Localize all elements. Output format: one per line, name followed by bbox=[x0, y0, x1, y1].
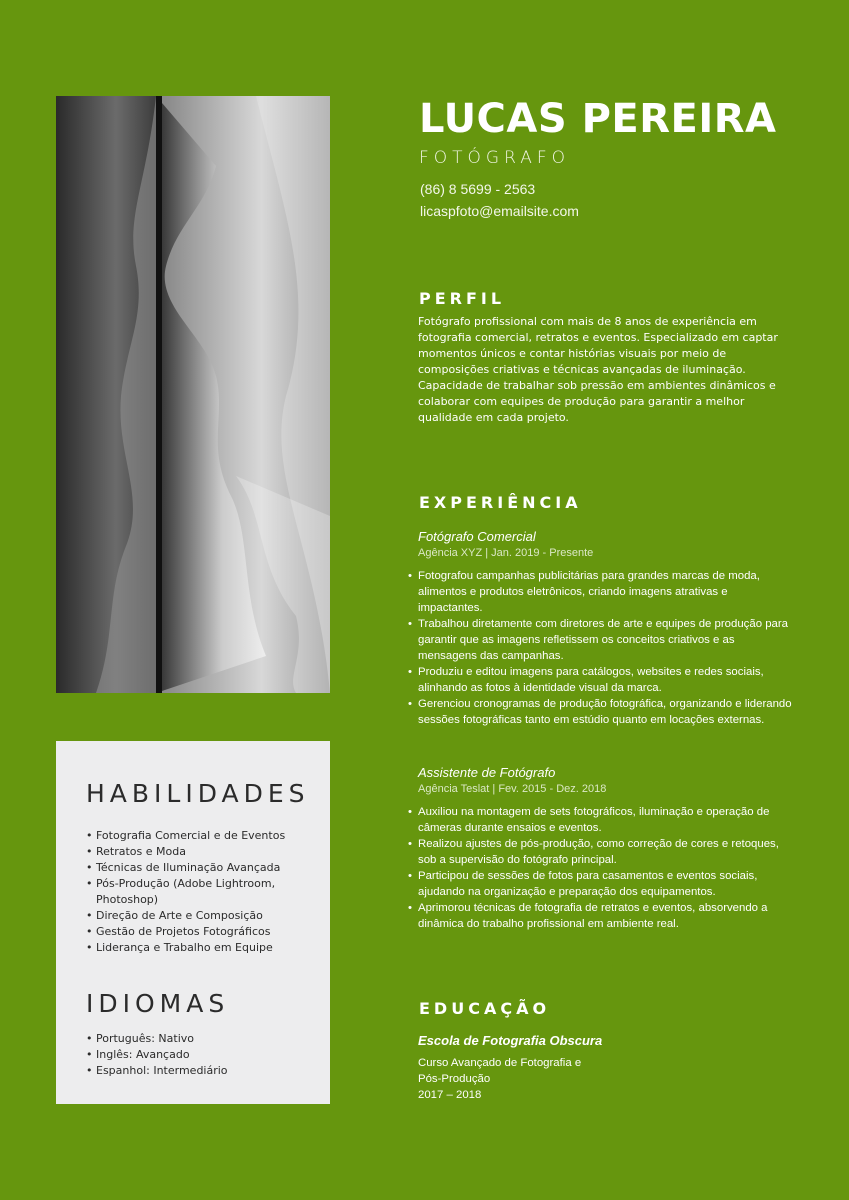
list-item: • Liderança e Trabalho em Equipe bbox=[86, 940, 310, 956]
education-course: Curso Avançado de Fotografia e bbox=[418, 1057, 582, 1069]
experience-heading: EXPERIÊNCIA bbox=[419, 493, 582, 512]
education-school: Escola de Fotografia Obscura bbox=[418, 1033, 603, 1048]
profile-photo bbox=[56, 96, 330, 693]
list-item: • Português: Nativo bbox=[86, 1031, 310, 1047]
list-item: • Técnicas de Iluminação Avançada bbox=[86, 860, 310, 876]
list-item: • Gestão de Projetos Fotográficos bbox=[86, 924, 310, 940]
skills-panel bbox=[56, 741, 330, 1104]
person-name: LUCAS PEREIRA bbox=[419, 96, 777, 142]
job-title: Assistente de Fotógrafo bbox=[418, 765, 556, 780]
profile-text: Fotógrafo profissional com mais de 8 anos de experiência em fotografia comercial, retratos e eventos. Especializado em captar momentos únicos e contar histórias visuais por meio de composições criativas e técnicas avançadas de iluminação. Capacidade de trabalhar sob pressão em ambientes dinâmicos e colaborar com equipes de produção para garantir a melhor qualidade em cada projeto. bbox=[418, 315, 778, 424]
profile-heading: PERFIL bbox=[419, 289, 506, 308]
job-title: Fotógrafo Comercial bbox=[418, 529, 536, 544]
list-item: • Fotografou campanhas publicitárias para grandes marcas de moda, alimentos e produtos eletrônicos, criando imagens atrativas e impactantes. bbox=[408, 568, 792, 616]
job-duties-list bbox=[408, 568, 792, 728]
email-address[interactable]: licaspfoto@emailsite.com bbox=[420, 203, 579, 219]
list-item: • Participou de sessões de fotos para casamentos e eventos sociais, ajudando na organização e preparação dos equipamentos. bbox=[408, 868, 792, 900]
job-role: FOTÓGRAFO bbox=[419, 148, 571, 168]
list-item: • Espanhol: Intermediário bbox=[86, 1063, 310, 1079]
list-item: • Fotografia Comercial e de Eventos bbox=[86, 828, 310, 844]
languages-heading: IDIOMAS bbox=[86, 989, 230, 1018]
list-item: • Auxiliou na montagem de sets fotográficos, iluminação e operação de câmeras durante ensaios e eventos. bbox=[408, 804, 792, 836]
skills-list bbox=[86, 828, 310, 956]
phone-number[interactable]: (86) 8 5699 - 2563 bbox=[420, 181, 536, 197]
list-item: • Direção de Arte e Composição bbox=[86, 908, 310, 924]
job-meta: Agência XYZ | Jan. 2019 - Presente bbox=[418, 547, 594, 559]
mountain-lake-reflection-photo bbox=[56, 96, 330, 693]
list-item: • Retratos e Moda bbox=[86, 844, 310, 860]
job-duties-list bbox=[408, 804, 792, 932]
skills-heading: HABILIDADES bbox=[86, 779, 310, 808]
list-item: • Gerenciou cronogramas de produção fotográfica, organizando e liderando sessões fotográficas tanto em estúdio quanto em locações externas. bbox=[408, 696, 792, 728]
list-item: • Aprimorou técnicas de fotografia de retratos e eventos, absorvendo a dinâmica do trabalho profissional em ambiente real. bbox=[408, 900, 792, 932]
languages-list bbox=[86, 1031, 310, 1079]
list-item: • Pós-Produção (Adobe Lightroom, Photoshop) bbox=[86, 876, 310, 908]
education-years: 2017 – 2018 bbox=[418, 1089, 482, 1101]
list-item: • Trabalhou diretamente com diretores de arte e equipes de produção para garantir que as imagens refletissem os conceitos criativos e as mensagens das campanhas. bbox=[408, 616, 792, 664]
list-item: • Produziu e editou imagens para catálogos, websites e redes sociais, alinhando as fotos à identidade visual da marca. bbox=[408, 664, 792, 696]
education-heading: EDUCAÇÃO bbox=[419, 999, 551, 1018]
job-meta: Agência Teslat | Fev. 2015 - Dez. 2018 bbox=[418, 783, 607, 795]
education-course-cont: Pós-Produção bbox=[418, 1073, 491, 1085]
list-item: • Inglês: Avançado bbox=[86, 1047, 310, 1063]
list-item: • Realizou ajustes de pós-produção, como correção de cores e retoques, sob a supervisão do fotógrafo principal. bbox=[408, 836, 792, 868]
